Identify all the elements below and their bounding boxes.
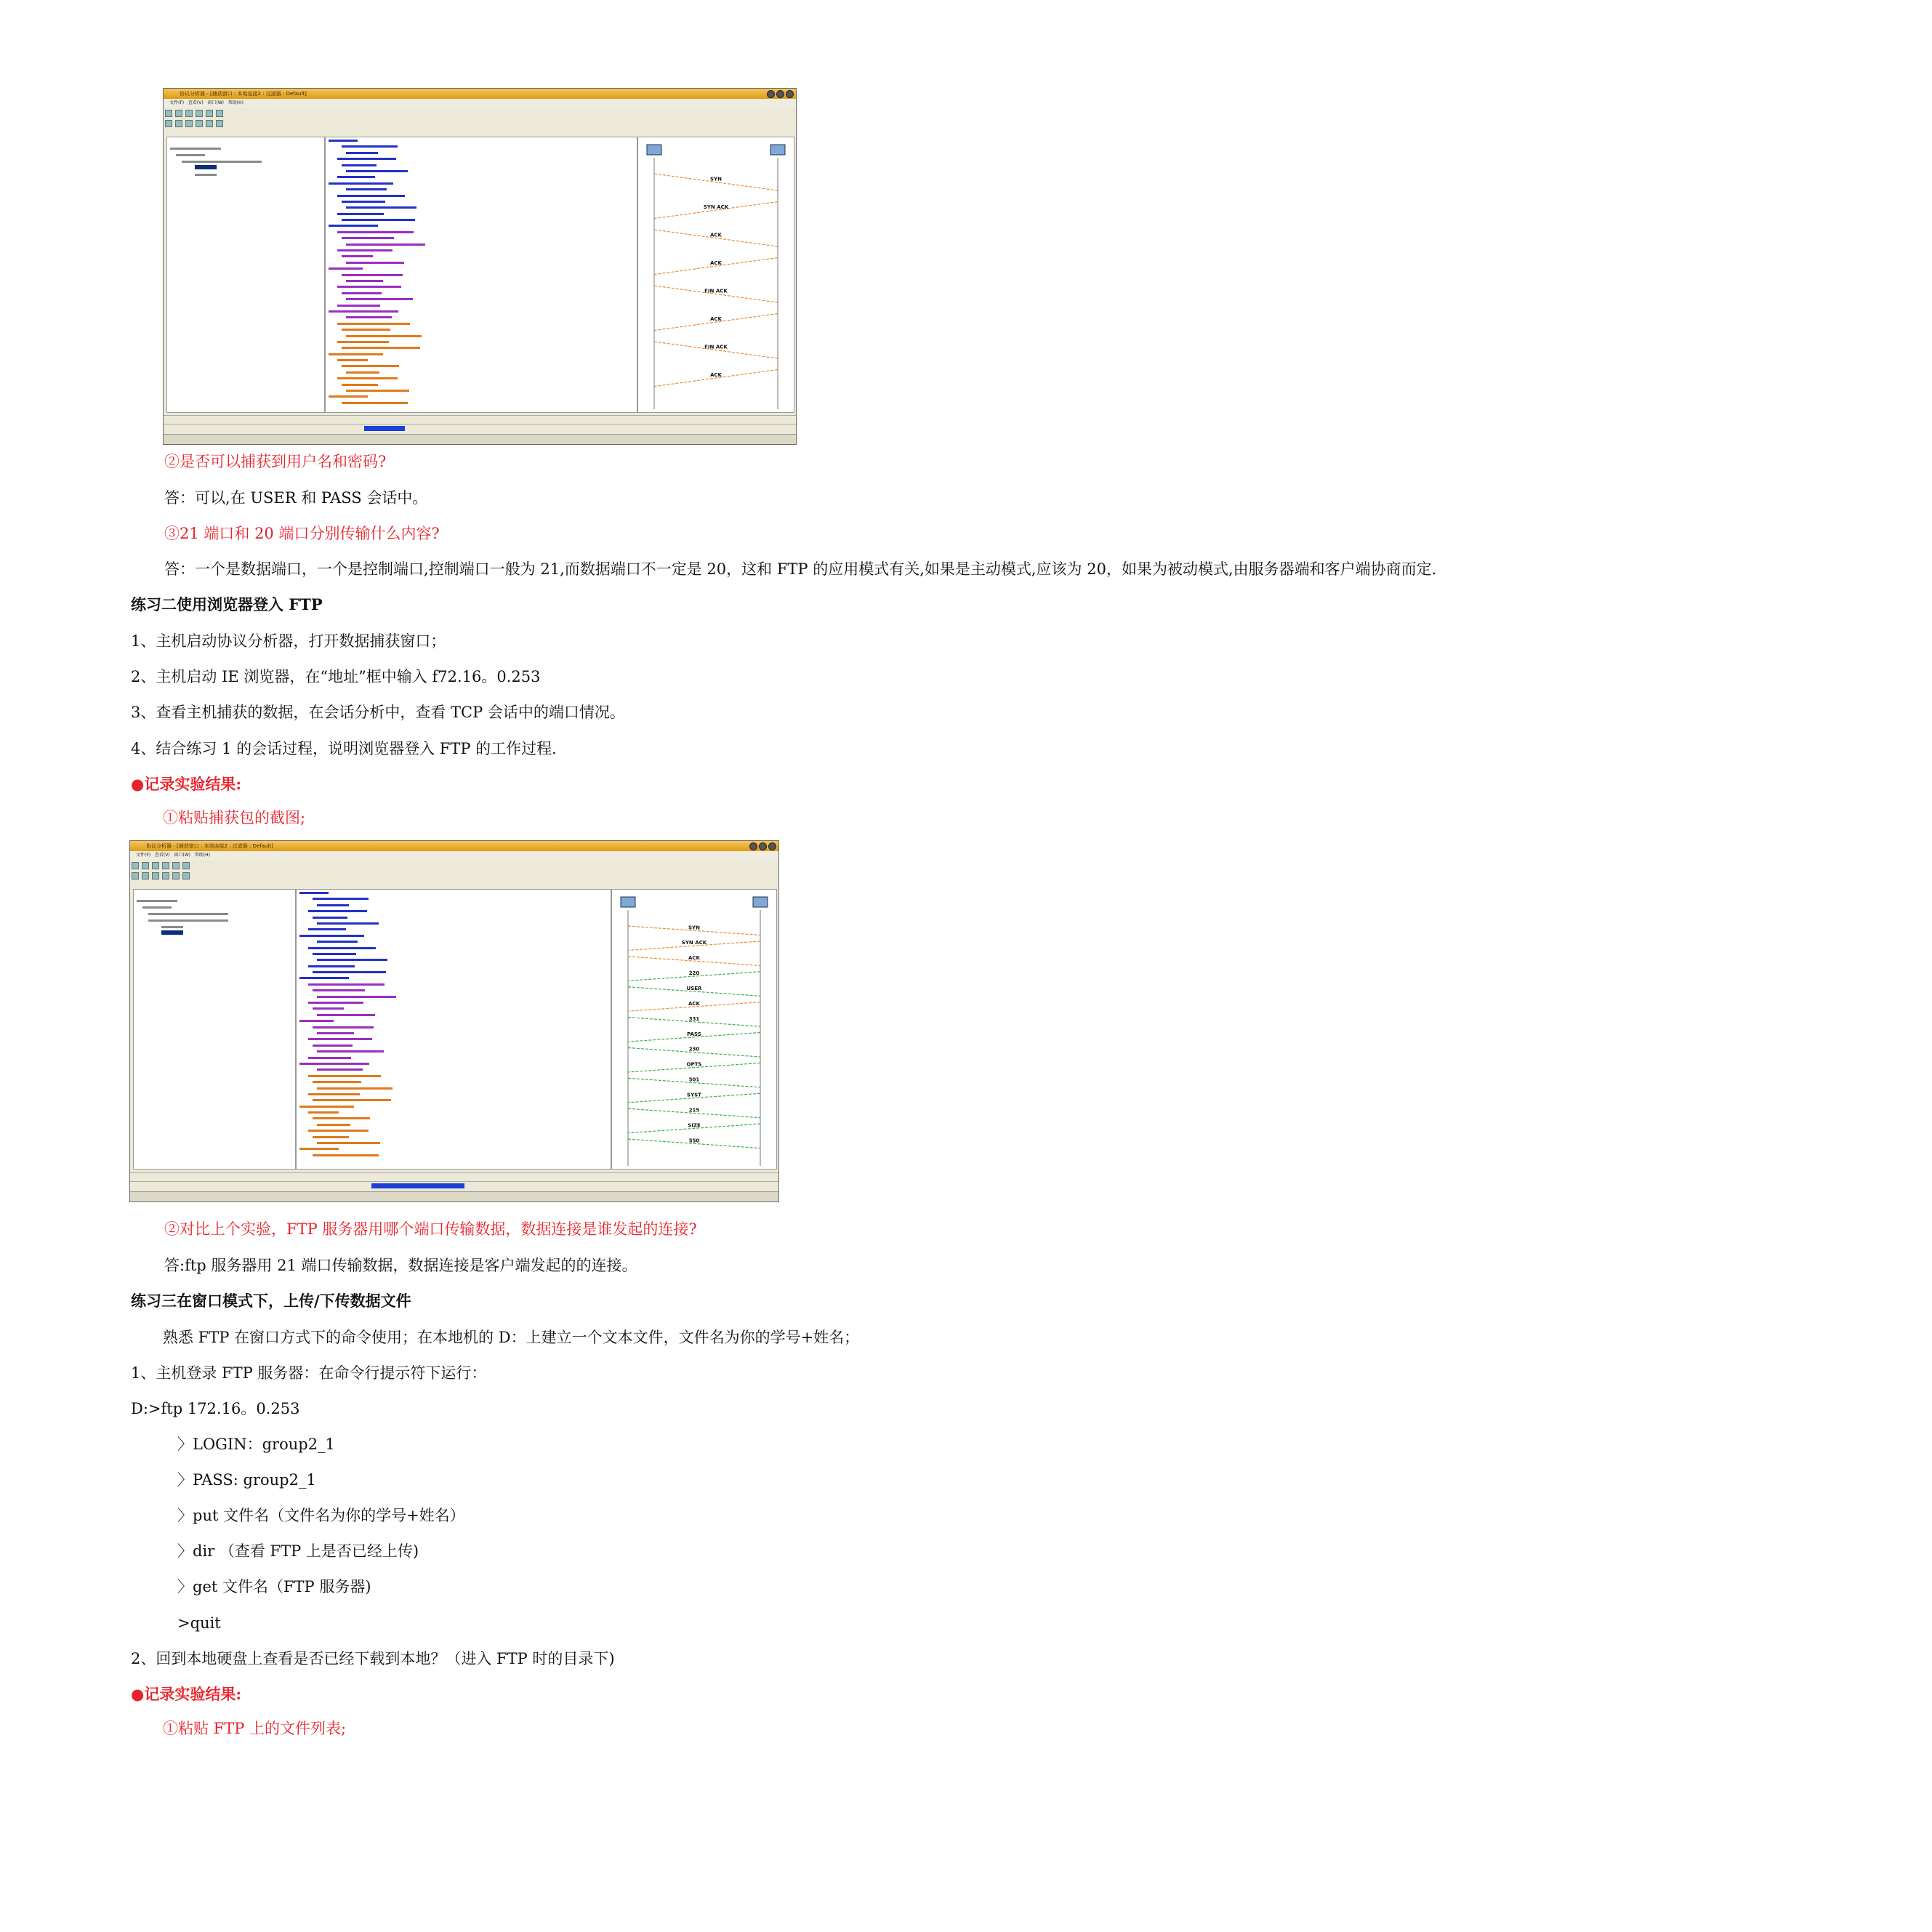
- new-icon[interactable]: [165, 110, 172, 117]
- message-label: 501: [688, 1076, 700, 1083]
- packet-field-row[interactable]: [297, 1127, 611, 1133]
- packet-field-row[interactable]: [326, 308, 637, 314]
- packet-field-row[interactable]: [326, 156, 637, 161]
- message-label: SYN ACK: [681, 940, 707, 946]
- capture-progress: [364, 426, 405, 431]
- new-icon[interactable]: [132, 862, 139, 869]
- packet-field-row[interactable]: [297, 1109, 611, 1115]
- menu-file[interactable]: 文件(F): [136, 853, 151, 858]
- message-label: ACK: [688, 1000, 700, 1007]
- packet-field-row[interactable]: [297, 1055, 611, 1060]
- packet-field-row[interactable]: [326, 290, 637, 296]
- menu-bar: [164, 99, 796, 108]
- status-bar: [130, 1181, 778, 1191]
- packet-field-row[interactable]: [297, 1030, 611, 1036]
- packet-field-row[interactable]: [297, 1103, 611, 1109]
- packet-field-row[interactable]: [326, 278, 637, 283]
- packet-field-row[interactable]: [297, 902, 611, 908]
- message-label: 331: [688, 1015, 700, 1022]
- packet-field-row[interactable]: [297, 981, 611, 987]
- sequence-diagram: [638, 137, 794, 412]
- packet-field-row[interactable]: [297, 1005, 611, 1011]
- packet-field-row[interactable]: [326, 314, 637, 320]
- client-computer-icon: [621, 897, 635, 907]
- message-label: FIN ACK: [704, 288, 728, 294]
- toolbar-nav: [130, 870, 778, 879]
- first-icon[interactable]: [152, 872, 159, 880]
- message-label: SYN: [710, 176, 722, 182]
- maximize-icon[interactable]: [759, 842, 767, 850]
- packet-field-row[interactable]: [326, 321, 637, 326]
- packet-field-row[interactable]: [326, 369, 637, 375]
- answer-3: 答：一个是数据端口，一个是控制端口,控制端口一般为 21,而数据端口不一定是 20，这和 FTP 的应用模式有关,如果是主动模式,应该为 20，如果为被动模式,由服务器端和客户端协商而定.: [164, 560, 1437, 578]
- command-put: 〉put 文件名（文件名为你的学号+姓名）: [177, 1507, 465, 1524]
- message-label: ACK: [710, 316, 722, 323]
- message-label: FIN ACK: [704, 344, 728, 350]
- packet-field-row[interactable]: [326, 351, 637, 357]
- packet-field-row[interactable]: [297, 951, 611, 957]
- command-get: 〉get 文件名（FTP 服务器): [177, 1578, 371, 1595]
- message-label: 215: [688, 1107, 700, 1114]
- last-icon[interactable]: [182, 872, 190, 880]
- packet-field-row[interactable]: [297, 987, 611, 993]
- packet-field-row[interactable]: [326, 375, 637, 381]
- packet-detail-pane[interactable]: [296, 889, 611, 1170]
- exercise-2-step-2: 2、主机启动 IE 浏览器，在“地址”框中输入 f72.16。0.253: [131, 668, 541, 685]
- question-2: ②是否可以捕获到用户名和密码?: [164, 453, 387, 470]
- taskbar: [130, 1191, 778, 1202]
- packet-field-row[interactable]: [297, 895, 611, 901]
- packet-field-row[interactable]: [326, 217, 637, 222]
- packet-field-row[interactable]: [297, 1066, 611, 1072]
- minimize-icon[interactable]: [749, 842, 757, 850]
- packet-field-row[interactable]: [297, 1012, 611, 1018]
- maximize-icon[interactable]: [776, 90, 784, 98]
- exercise-2-step-4: 4、结合练习 1 的会话过程，说明浏览器登入 FTP 的工作过程.: [131, 740, 557, 757]
- packet-field-row[interactable]: [326, 168, 637, 174]
- toolbar-main: [130, 860, 778, 869]
- record-results-1: [131, 774, 241, 794]
- exercise-3-step-1: 1、主机登录 FTP 服务器：在命令行提示符下运行：: [131, 1364, 487, 1382]
- save-icon[interactable]: [185, 110, 193, 117]
- packet-field-row[interactable]: [326, 363, 637, 369]
- server-computer-icon: [753, 897, 768, 907]
- message-label: 550: [688, 1138, 700, 1144]
- packet-field-row[interactable]: [326, 247, 637, 253]
- answer-compare: 答:ftp 服务器用 21 端口传输数据，数据连接是客户端发起的的连接。: [164, 1257, 637, 1274]
- packet-field-row[interactable]: [297, 1079, 611, 1084]
- window-title-bar: [164, 89, 796, 99]
- packet-field-row[interactable]: [297, 1036, 611, 1042]
- packet-field-row[interactable]: [297, 945, 611, 951]
- menu-bar: [130, 851, 778, 860]
- packet-field-row[interactable]: [326, 302, 637, 308]
- packet-detail-pane[interactable]: [325, 137, 637, 413]
- toolbar-nav: [164, 118, 796, 126]
- packet-field-row[interactable]: [297, 1134, 611, 1140]
- packet-field-row[interactable]: [297, 938, 611, 944]
- menu-help[interactable]: 帮助(H): [228, 100, 243, 105]
- exercise-3-intro: 熟悉 FTP 在窗口方式下的命令使用；在本地机的 D：上建立一个文本文件，文件名为你的学号+姓名；: [163, 1329, 860, 1346]
- window-title: 协议分析器 - [捕获窗口 : 本地连接2 : 过滤器 : Default]: [146, 843, 273, 849]
- packet-field-row[interactable]: [297, 1042, 611, 1048]
- packet-field-row[interactable]: [326, 259, 637, 265]
- command-dir: 〉dir （查看 FTP 上是否已经上传): [177, 1542, 419, 1560]
- window-title-bar: [130, 841, 778, 851]
- packet-field-row[interactable]: [297, 933, 611, 938]
- message-label: SYN: [688, 925, 700, 931]
- packet-field-row[interactable]: [297, 914, 611, 920]
- packet-field-row[interactable]: [297, 890, 611, 895]
- packet-field-row[interactable]: [297, 908, 611, 914]
- packet-field-row[interactable]: [297, 1097, 611, 1103]
- next-icon[interactable]: [172, 872, 180, 880]
- packet-field-row[interactable]: [326, 150, 637, 156]
- stop-icon[interactable]: [142, 872, 149, 880]
- packet-field-row[interactable]: [297, 1048, 611, 1054]
- packet-field-row[interactable]: [326, 400, 637, 406]
- packet-field-row[interactable]: [297, 1152, 611, 1158]
- packet-field-row[interactable]: [297, 1085, 611, 1091]
- packet-field-row[interactable]: [326, 283, 637, 289]
- packet-field-row[interactable]: [326, 339, 637, 345]
- packet-field-row[interactable]: [326, 235, 637, 241]
- packet-field-row[interactable]: [297, 926, 611, 932]
- packet-field-row[interactable]: [326, 345, 637, 350]
- packet-field-row[interactable]: [326, 180, 637, 186]
- prev-icon[interactable]: [162, 872, 169, 880]
- packet-field-row[interactable]: [326, 357, 637, 363]
- message-label: 230: [688, 1046, 700, 1052]
- message-label: USER: [686, 986, 702, 992]
- packet-field-row[interactable]: [297, 969, 611, 975]
- exercise-2-step-1: 1、主机启动协议分析器，打开数据捕获窗口；: [131, 632, 446, 650]
- message-label: ACK: [710, 260, 722, 267]
- packet-field-row[interactable]: [297, 975, 611, 981]
- packet-field-row[interactable]: [326, 204, 637, 210]
- status-bar: [164, 424, 796, 433]
- prev-icon[interactable]: [196, 120, 203, 127]
- minimize-icon[interactable]: [767, 90, 775, 98]
- session-tree-pane[interactable]: [166, 137, 325, 413]
- session-tree-pane[interactable]: [133, 889, 296, 1170]
- packet-field-row[interactable]: [297, 963, 611, 969]
- packet-field-row[interactable]: [326, 382, 637, 387]
- exercise-2-step-3: 3、查看主机捕获的数据，在会话分析中，查看 TCP 会话中的端口情况。: [131, 704, 625, 721]
- packet-field-row[interactable]: [326, 186, 637, 192]
- packet-field-row[interactable]: [326, 143, 637, 149]
- packet-field-row[interactable]: [326, 272, 637, 278]
- filter-icon[interactable]: [172, 862, 180, 869]
- packet-field-row[interactable]: [297, 994, 611, 999]
- exercise-3-step-2: 2、回到本地硬盘上查看是否已经下载到本地？（进入 FTP 时的目录下): [131, 1650, 615, 1667]
- packet-field-row[interactable]: [297, 1073, 611, 1079]
- paste-capture-instruction: ①粘贴捕获包的截图;: [163, 809, 306, 826]
- menu-window[interactable]: 窗口(W): [207, 100, 225, 105]
- packet-field-row[interactable]: [297, 1115, 611, 1121]
- packet-field-row[interactable]: [326, 326, 637, 332]
- question-compare: ②对比上个实验，FTP 服务器用哪个端口传输数据，数据连接是谁发起的连接?: [164, 1220, 697, 1238]
- menu-view[interactable]: 查看(V): [188, 100, 204, 105]
- print-icon[interactable]: [162, 862, 169, 869]
- capture-progress: [371, 1183, 464, 1188]
- message-label: SYST: [687, 1092, 701, 1098]
- capture-icon[interactable]: [182, 862, 190, 869]
- client-computer-icon: [647, 145, 661, 155]
- packet-field-row[interactable]: [326, 387, 637, 393]
- packet-field-row[interactable]: [326, 265, 637, 271]
- packet-field-row[interactable]: [297, 920, 611, 926]
- packet-field-row[interactable]: [326, 198, 637, 204]
- window-title: 协议分析器 - [捕获窗口 : 本地连接2 : 过滤器 : Default]: [180, 91, 307, 97]
- packet-field-row[interactable]: [326, 296, 637, 302]
- command-login: 〉LOGIN：group2_1: [177, 1436, 335, 1453]
- protocol-analyzer-screenshot-1: [163, 88, 797, 445]
- packet-field-row[interactable]: [297, 1140, 611, 1146]
- command-pass: 〉PASS: group2_1: [177, 1471, 316, 1489]
- bullet-icon: ●: [131, 775, 145, 793]
- record-results-1-label: 记录实验结果:: [144, 775, 242, 793]
- exercise-3-title: 练习三在窗口模式下，上传/下传数据文件: [131, 1292, 411, 1310]
- open-icon[interactable]: [142, 862, 149, 869]
- command-quit: >quit: [177, 1614, 221, 1632]
- message-label: OPTS: [686, 1061, 702, 1068]
- open-icon[interactable]: [175, 110, 182, 117]
- message-label: ACK: [710, 372, 722, 379]
- packet-field-row[interactable]: [297, 1018, 611, 1023]
- first-icon[interactable]: [185, 120, 193, 127]
- play-icon[interactable]: [165, 120, 172, 127]
- save-icon[interactable]: [152, 862, 159, 869]
- taskbar: [164, 434, 796, 444]
- packet-field-row[interactable]: [326, 211, 637, 217]
- packet-field-row[interactable]: [297, 1146, 611, 1151]
- message-label: ACK: [688, 955, 700, 962]
- close-icon[interactable]: [786, 90, 794, 98]
- menu-view[interactable]: 查看(V): [154, 853, 170, 858]
- packet-field-row[interactable]: [326, 193, 637, 198]
- last-icon[interactable]: [216, 120, 223, 127]
- packet-field-row[interactable]: [326, 253, 637, 259]
- close-icon[interactable]: [768, 842, 776, 850]
- print-icon[interactable]: [196, 110, 203, 117]
- message-label: SYN ACK: [703, 204, 729, 211]
- capture-icon[interactable]: [216, 110, 223, 117]
- packet-field-row[interactable]: [297, 1060, 611, 1066]
- sequence-diagram: [612, 890, 776, 1169]
- session-sequence-pane[interactable]: [611, 889, 777, 1170]
- packet-field-row[interactable]: [326, 229, 637, 235]
- menu-window[interactable]: 窗口(W): [174, 853, 191, 858]
- menu-file[interactable]: 文件(F): [169, 100, 185, 105]
- packet-field-row[interactable]: [297, 1122, 611, 1127]
- packet-field-row[interactable]: [326, 174, 637, 180]
- packet-field-row[interactable]: [326, 333, 637, 339]
- filter-icon[interactable]: [206, 110, 213, 117]
- packet-field-row[interactable]: [326, 222, 637, 228]
- protocol-analyzer-screenshot-2: [129, 840, 779, 1202]
- menu-help[interactable]: 帮助(H): [194, 853, 210, 858]
- packet-field-row[interactable]: [297, 1024, 611, 1030]
- play-icon[interactable]: [132, 872, 139, 880]
- bullet-icon: ●: [131, 1685, 145, 1703]
- paste-file-list-instruction: ①粘贴 FTP 上的文件列表;: [163, 1720, 347, 1737]
- next-icon[interactable]: [206, 120, 213, 127]
- record-results-2-label: 记录实验结果:: [144, 1685, 242, 1703]
- server-computer-icon: [770, 145, 785, 155]
- answer-2: 答：可以,在 USER 和 PASS 会话中。: [164, 489, 428, 507]
- packet-field-row[interactable]: [326, 241, 637, 247]
- exercise-2-title: 练习二使用浏览器登入 FTP: [131, 595, 323, 613]
- message-label: 220: [688, 970, 700, 977]
- toolbar-main: [164, 108, 796, 116]
- packet-field-row[interactable]: [297, 1091, 611, 1097]
- session-sequence-pane[interactable]: [637, 137, 794, 413]
- packet-field-row[interactable]: [297, 999, 611, 1005]
- packet-field-row[interactable]: [326, 393, 637, 399]
- stop-icon[interactable]: [175, 120, 182, 127]
- message-label: SIZE: [688, 1122, 701, 1129]
- message-label: ACK: [710, 232, 722, 238]
- message-label: PASS: [687, 1031, 701, 1037]
- packet-field-row[interactable]: [297, 957, 611, 962]
- question-3: ③21 端口和 20 端口分别传输什么内容?: [164, 525, 440, 542]
- command-ftp: D:>ftp 172.16。0.253: [131, 1400, 300, 1417]
- packet-field-row[interactable]: [326, 162, 637, 168]
- packet-field-row[interactable]: [326, 137, 637, 143]
- record-results-2: [131, 1684, 241, 1704]
